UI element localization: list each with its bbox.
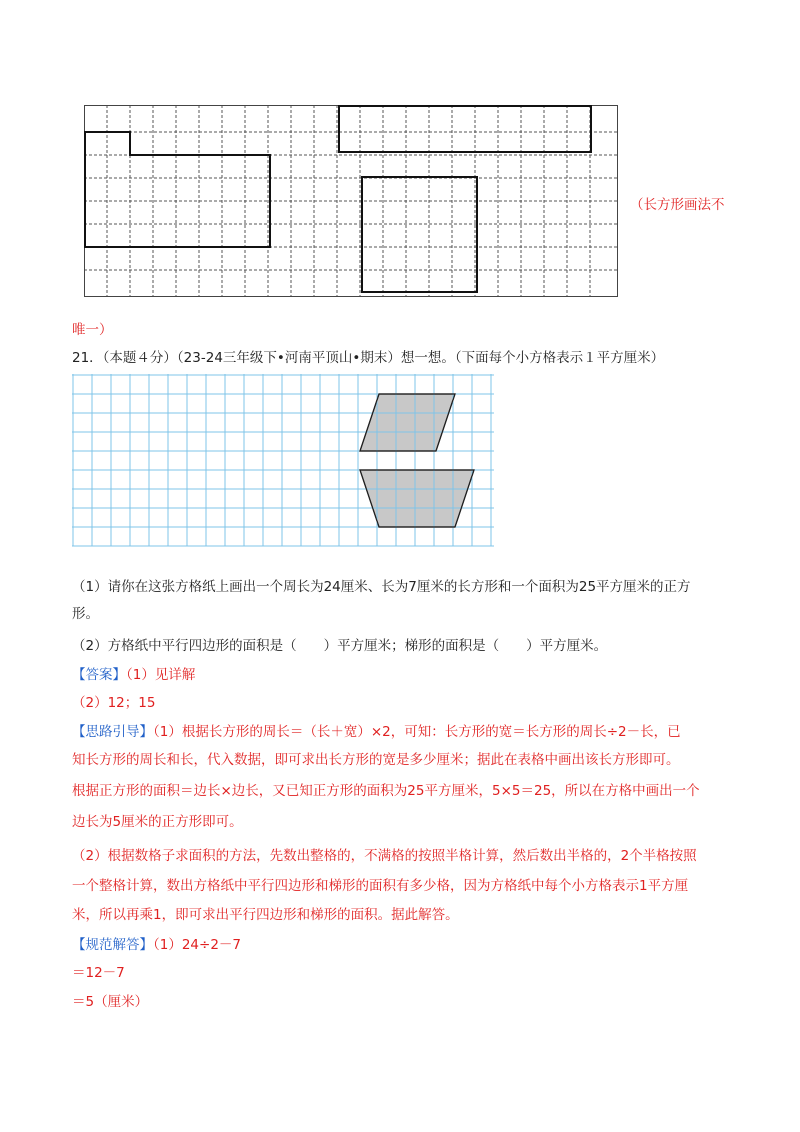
parallelogram-shape — [360, 394, 455, 451]
dashed-grid — [84, 105, 618, 297]
answer-line-2: （2）12；15 — [72, 695, 156, 711]
answer-line-1 — [72, 665, 195, 685]
hint-line-5: （2）根据数格子求面积的方法，先数出整格的，不满格的按照半格计算，然后数出半格的，2个半格按照 — [72, 848, 697, 864]
question-grid-figure — [72, 374, 496, 550]
note-rectangle-method-continued: 唯一） — [72, 322, 113, 338]
solution-tag: 【规范解答】 — [72, 937, 153, 953]
answer-tag: 【答案】 — [72, 667, 126, 683]
question-part1: （1）请你在这张方格纸上画出一个周长为24厘米、长为7厘米的长方形和一个面积为25平方厘米的正方 — [72, 579, 691, 595]
hint-line-3: 根据正方形的面积＝边长×边长，又已知正方形的面积为25平方厘米，5×5＝25，所以在方格中画出一个 — [72, 783, 700, 799]
drawn-square — [362, 177, 477, 292]
question-part1-cont: 形。 — [72, 606, 99, 622]
solution-text-1: （1）24÷2－7 — [153, 937, 242, 953]
hint-tag: 【思路引导】 — [72, 724, 153, 740]
drawn-rectangle — [339, 106, 591, 152]
solution-line-2: ＝12－7 — [72, 965, 125, 981]
answer-text-1: （1）见详解 — [126, 667, 196, 683]
hint-line-6: 一个整格计算，数出方格纸中平行四边形和梯形的面积有多少格，因为方格纸中每个小方格表示1平方厘 — [72, 878, 689, 894]
hint-text-1: （1）根据长方形的周长＝（长＋宽）×2，可知：长方形的宽＝长方形的周长÷2－长，已 — [153, 724, 681, 740]
hint-line-1 — [72, 722, 681, 742]
solution-line-3: ＝5（厘米） — [72, 994, 149, 1010]
question-part2: （2）方格纸中平行四边形的面积是（ ）平方厘米；梯形的面积是（ ）平方厘米。 — [72, 638, 608, 654]
answer-grid-figure — [84, 105, 618, 297]
hint-line-7: 米，所以再乘1，即可求出平行四边形和梯形的面积。据此解答。 — [72, 907, 459, 923]
solution-line-1 — [72, 935, 241, 955]
hint-line-2: 知长方形的周长和长，代入数据，即可求出长方形的宽是多少厘米；据此在表格中画出该长方形即可。 — [72, 752, 680, 768]
note-rectangle-method: （长方形画法不 — [630, 197, 725, 213]
l-shape-outline — [85, 132, 270, 247]
question-title: 21．（本题４分）（23-24三年级下•河南平顶山•期末）想一想。（下面每个小方格表示１平方厘米） — [72, 350, 665, 366]
hint-line-4: 边长为5厘米的正方形即可。 — [72, 814, 243, 830]
